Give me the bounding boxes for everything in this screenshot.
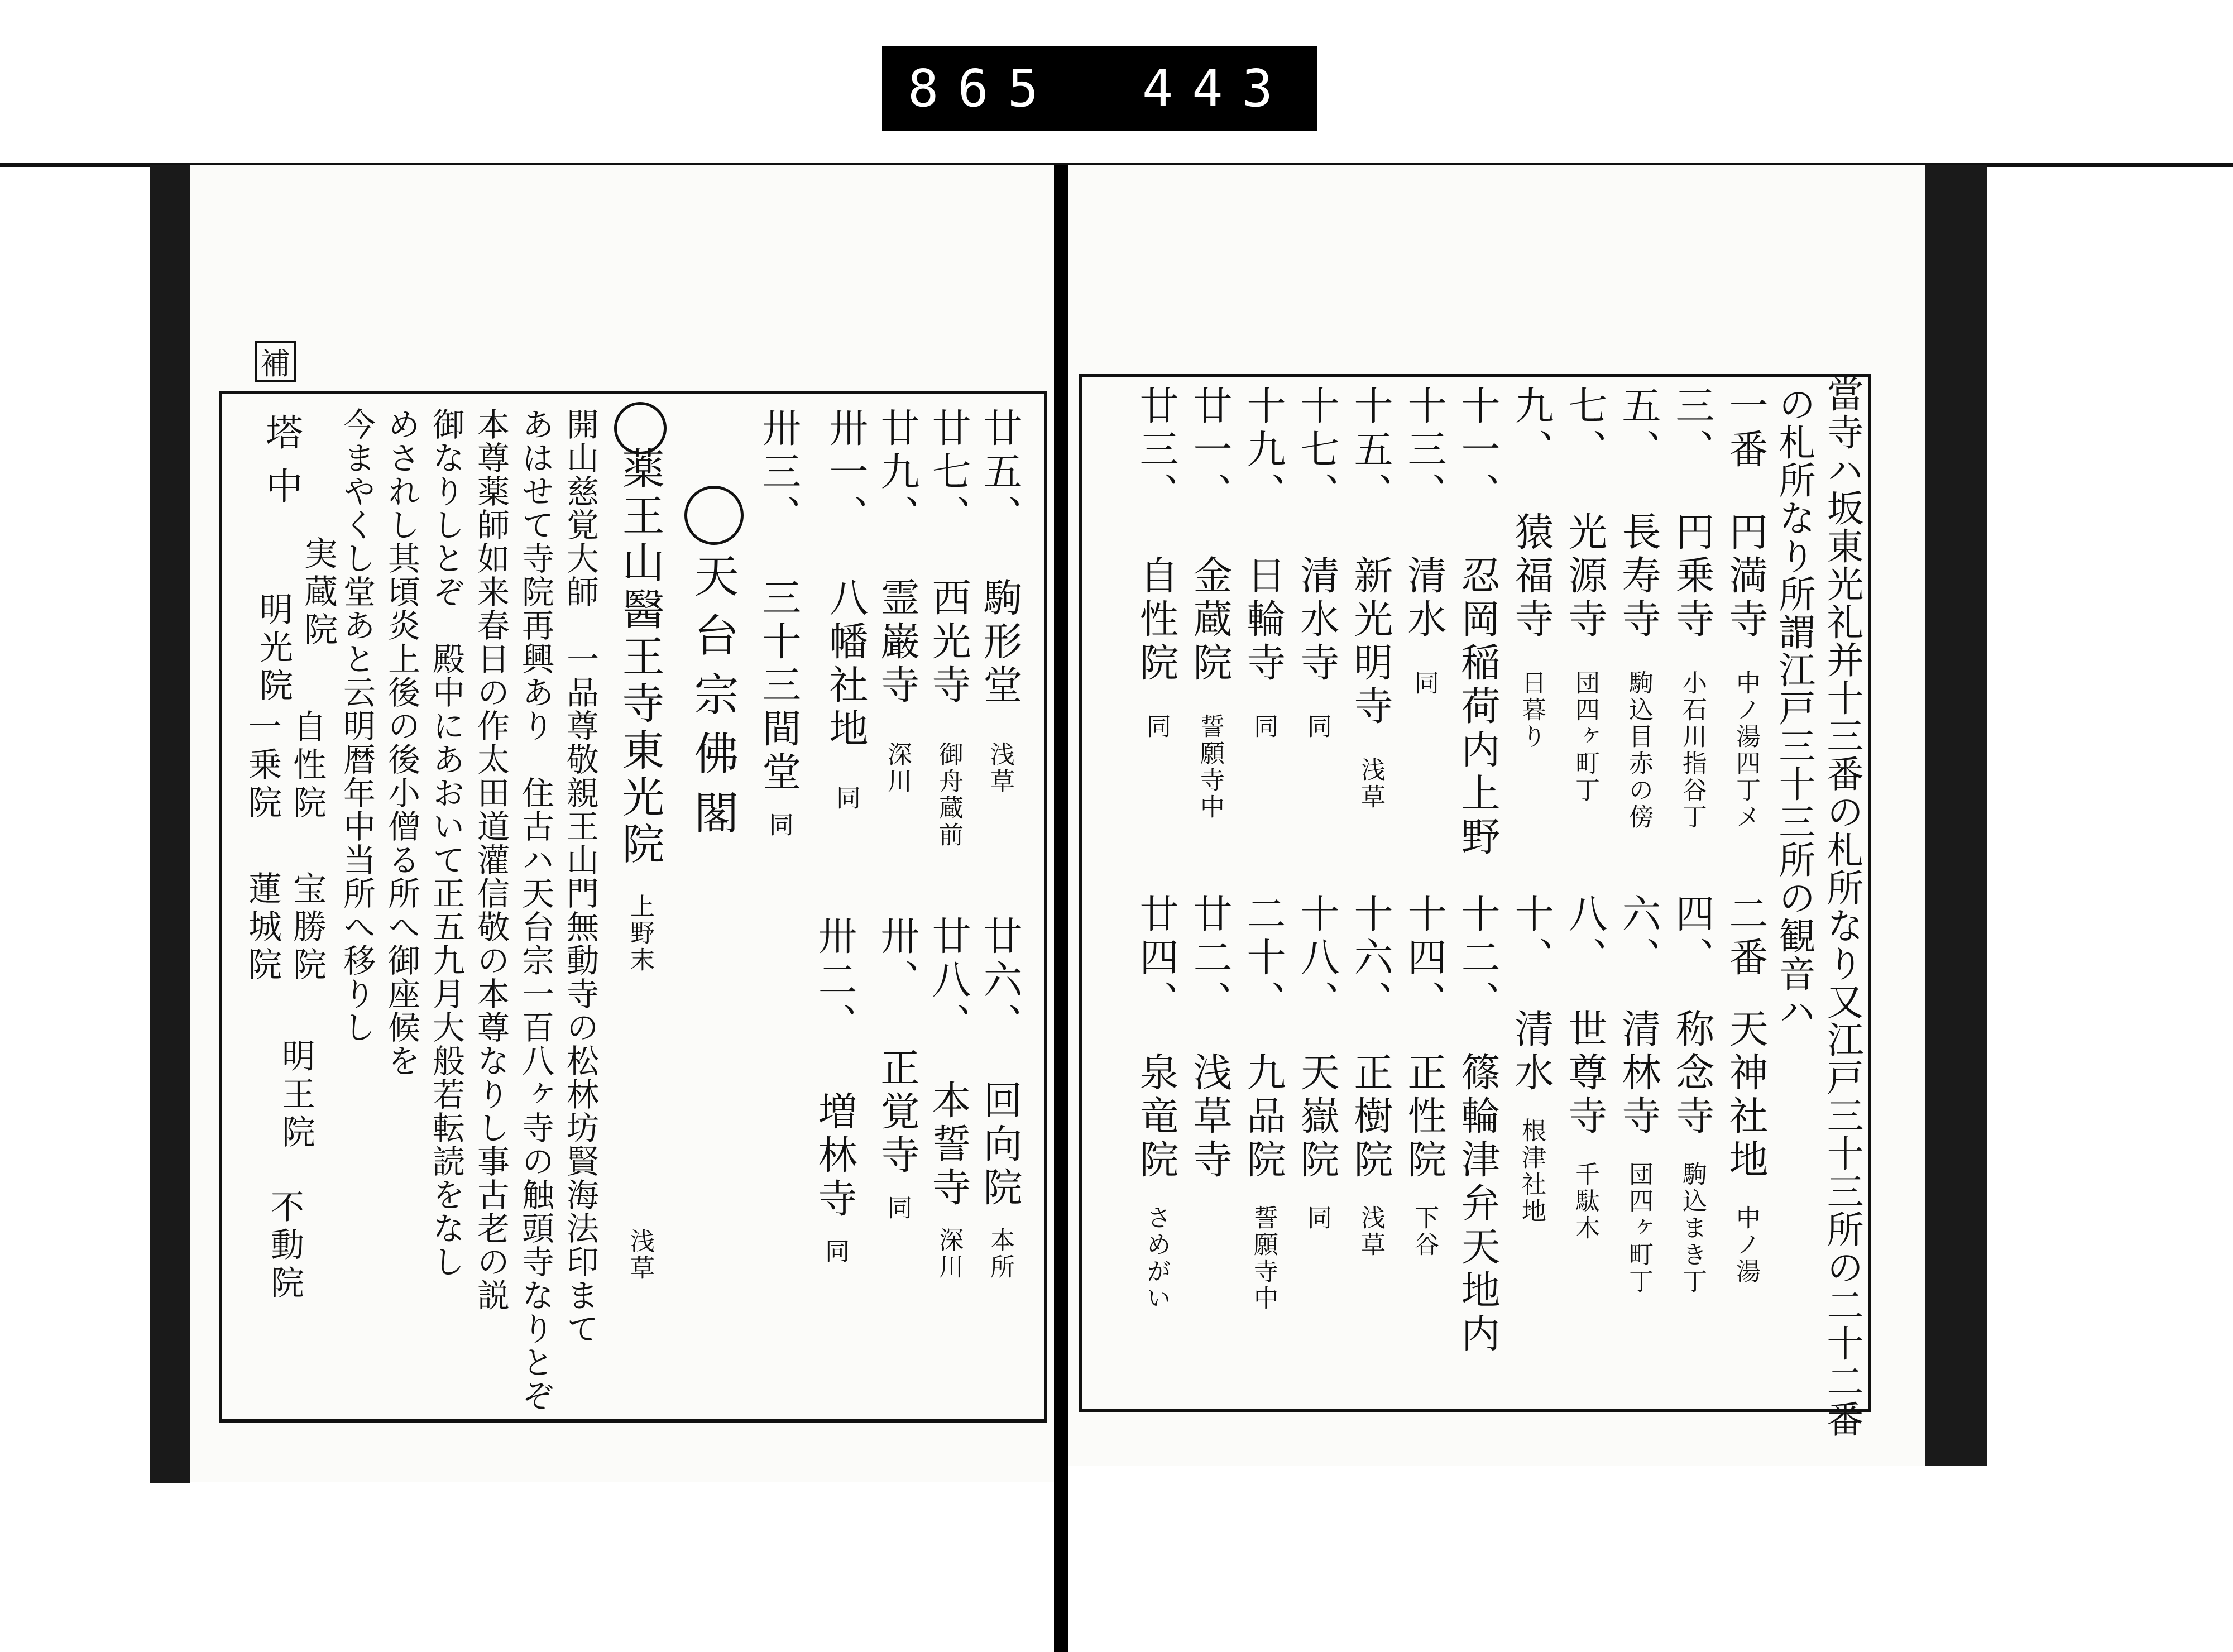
body-line-6: 今まやくし堂あと云明暦年中当所へ移りし: [338, 408, 376, 1044]
left-list-col-4: 卅一、八幡社地同: [823, 408, 869, 812]
temple-name: 清水寺: [1294, 555, 1340, 686]
temple-note: 誓願寺中: [1249, 1205, 1278, 1312]
temple-name: 金蔵院: [1187, 555, 1233, 686]
temple-name: 正性院: [1401, 1052, 1447, 1182]
list-number: 廿一、: [1187, 385, 1233, 516]
list-number: 十四、: [1401, 893, 1447, 1024]
kannon-list-item-bottom: [1723, 893, 1769, 1285]
temple-location-2: 浅草: [626, 1228, 654, 1282]
temple-name: 篠輪津弁天地内: [1455, 1052, 1501, 1357]
kannon-list-item-bottom: [1133, 893, 1179, 1312]
kannon-list-item-bottom: [1294, 893, 1340, 1232]
kannon-list-item-top: [1401, 385, 1447, 697]
list-number: 三、: [1669, 385, 1715, 472]
temple-note: 浅草: [1357, 1205, 1385, 1258]
temple-name: 泉竜院: [1133, 1052, 1179, 1182]
temple-name: 称念寺: [1669, 1008, 1715, 1139]
list-number: 五、: [1616, 385, 1661, 472]
temple-note: さめがい: [1142, 1205, 1171, 1312]
kannon-list-item-bottom: [1401, 893, 1447, 1258]
temple-name: 円満寺: [1723, 511, 1769, 642]
body-line-1: 開山慈覚大師 一品尊敬親王山門無動寺の松林坊賢海法印まて: [561, 408, 599, 1345]
left-list-col-1b: 廿六、回向院本所: [977, 916, 1023, 1281]
temple-name: 自性院: [1133, 555, 1179, 686]
left-list-col-2b: 廿八、本誓寺深川: [926, 916, 971, 1281]
list-number: 四、: [1669, 893, 1715, 980]
subtemple-g: 明王院: [276, 1038, 315, 1152]
intro-line-2: の札所なり所謂江戸三十三所の観音ハ: [1772, 385, 1815, 1031]
list-number: 十三、: [1401, 385, 1447, 516]
body-line-2: あはせて寺院再興あり 住古ハ天台宗一百八ヶ寺の触頭寺なりとぞ: [516, 408, 554, 1412]
temple-name: 正樹院: [1348, 1052, 1393, 1182]
temple-name: 長寿寺: [1616, 511, 1661, 642]
kannon-list-item-top: [1187, 385, 1233, 821]
kannon-list-item-bottom: [1240, 893, 1286, 1312]
temple-name: 天嶽院: [1294, 1052, 1340, 1182]
kannon-list-item-top: [1133, 385, 1179, 740]
temple-note: 中ノ湯四丁メ: [1732, 670, 1760, 831]
temple-note: 同: [1142, 714, 1171, 740]
kannon-list-item-top: [1562, 385, 1608, 804]
temple-note: 小石川指谷丁: [1678, 670, 1707, 831]
temple-name: 新光明寺: [1348, 555, 1393, 729]
temple-title: 薬王山醫王寺東光院: [615, 447, 665, 869]
list-number: 十八、: [1294, 893, 1340, 1024]
temple-note: 中ノ湯: [1732, 1205, 1760, 1285]
temple-note: 千駄木: [1571, 1161, 1599, 1242]
subtemple-h: 不動院: [265, 1189, 304, 1303]
list-number: 九、: [1508, 385, 1554, 472]
subtemples-title: 塔中: [260, 413, 303, 520]
reel-number-tag: [882, 46, 1317, 131]
kannon-list-item-top: [1455, 385, 1501, 888]
right-book-edge: [1925, 165, 1987, 1466]
list-number: 廿四、: [1133, 893, 1179, 1024]
temple-name: 忍岡稲荷内上野: [1455, 555, 1501, 860]
kannon-list-item-top: [1348, 385, 1393, 811]
temple-name: 世尊寺: [1562, 1008, 1608, 1139]
temple-note: 同: [1303, 1205, 1331, 1232]
list-number: 十七、: [1294, 385, 1340, 516]
temple-note: 下谷: [1410, 1205, 1439, 1258]
temple-note: 駒込目赤の傍: [1625, 670, 1653, 831]
temple-name: 円乗寺: [1669, 511, 1715, 642]
left-list-col-3: 廿九、霊巌寺深川: [874, 408, 920, 795]
subtemple-c: 自性院: [287, 709, 327, 823]
subtemple-e: 宝勝院: [287, 871, 327, 985]
kannon-list-item-top: [1240, 385, 1286, 740]
temple-note: 団四ヶ町丁: [1571, 670, 1599, 804]
temple-note: 団四ヶ町丁: [1625, 1161, 1653, 1295]
temple-note: 駒込まき丁: [1678, 1161, 1707, 1295]
list-number: 二番: [1723, 893, 1769, 980]
list-number: 七、: [1562, 385, 1608, 472]
list-number: 十九、: [1240, 385, 1286, 516]
reel-number-right: 443: [1142, 58, 1292, 118]
kannon-list-item-bottom: [1455, 893, 1501, 1379]
subtemple-d: 一乗院: [243, 709, 282, 823]
temple-note: 根津社地: [1517, 1118, 1546, 1225]
kannon-list-item-top: [1616, 385, 1661, 831]
list-number: 十一、: [1455, 385, 1501, 516]
temple-note: 誓願寺中: [1196, 714, 1224, 821]
kannon-list-item-top: [1508, 385, 1554, 750]
temple-location: 上野末: [626, 893, 654, 974]
temple-name: 清水: [1401, 555, 1447, 642]
list-number: 十六、: [1348, 893, 1393, 1024]
list-number: 六、: [1616, 893, 1661, 980]
book-spine: [1054, 165, 1068, 1652]
kannon-list-item-bottom: [1187, 893, 1233, 1205]
body-line-3: 本尊薬師如来春日の作太田道灌信敬の本尊なりし事古老の説: [472, 408, 510, 1312]
temple-note: 浅草: [1357, 757, 1385, 811]
kannon-list-item-top: [1669, 385, 1715, 831]
temple-name: 浅草寺: [1187, 1052, 1233, 1182]
list-number: 十、: [1508, 893, 1554, 980]
temple-name: 日輪寺: [1240, 555, 1286, 686]
temple-name: 光源寺: [1562, 511, 1608, 642]
left-list-col-5: 卅三、三十三間堂同: [756, 408, 802, 839]
list-number: 廿三、: [1133, 385, 1179, 516]
list-number: 廿二、: [1187, 893, 1233, 1024]
kannon-list-item-bottom: [1562, 893, 1608, 1242]
temple-name: 猿福寺: [1508, 511, 1554, 642]
reel-number-left: 865: [908, 58, 1058, 118]
kannon-list-item-bottom: [1669, 893, 1715, 1295]
kannon-list-item-top: [1723, 385, 1769, 831]
body-line-5: めされし其頃炎上後の後小僧る所へ御座候を: [382, 408, 420, 1078]
margin-mark: 補: [255, 341, 296, 382]
body-line-4: 御なりしとぞ 殿中にあおいて正五九月大般若転読をなし: [427, 408, 465, 1278]
temple-name: 清林寺: [1616, 1008, 1661, 1139]
subtemple-a: 実蔵院: [299, 536, 338, 650]
list-number: 十五、: [1348, 385, 1393, 516]
list-number: 一番: [1723, 385, 1769, 472]
list-number: 二十、: [1240, 893, 1286, 1024]
kannon-list-item-bottom: [1508, 893, 1554, 1225]
section-circle-mark: [684, 486, 744, 545]
left-book-edge: [150, 165, 190, 1483]
subtemple-f: 蓮城院: [243, 871, 282, 985]
subtemple-b: 明光院: [254, 592, 293, 706]
kannon-list-item-top: [1294, 385, 1340, 740]
temple-note: 同: [1249, 714, 1278, 740]
kannon-list-item-bottom: [1348, 893, 1393, 1258]
temple-note: 日暮り: [1517, 670, 1546, 750]
left-list-col-4b: 卅二、増林寺同: [812, 916, 857, 1265]
section-heading: 天台宗佛閣: [687, 553, 739, 849]
temple-name: 清水: [1508, 1008, 1554, 1095]
kannon-list-item-bottom: [1616, 893, 1661, 1295]
temple-note: 同: [1410, 670, 1439, 697]
left-list-col-1: 廿五、駒形堂浅草: [977, 408, 1023, 795]
left-list-col-3b: 卅、正覚寺同: [874, 916, 920, 1222]
list-number: 八、: [1562, 893, 1608, 980]
temple-name: 九品院: [1240, 1052, 1286, 1182]
temple-note: 同: [1303, 714, 1331, 740]
intro-line-1: 當寺ハ坂東光礼并十三番の札所なり又江戸三十三所の二十二番: [1820, 375, 1863, 1438]
temple-name: 天神社地: [1723, 1008, 1769, 1182]
left-list-col-2: 廿七、西光寺御舟蔵前: [926, 408, 971, 849]
list-number: 十二、: [1455, 893, 1501, 1024]
